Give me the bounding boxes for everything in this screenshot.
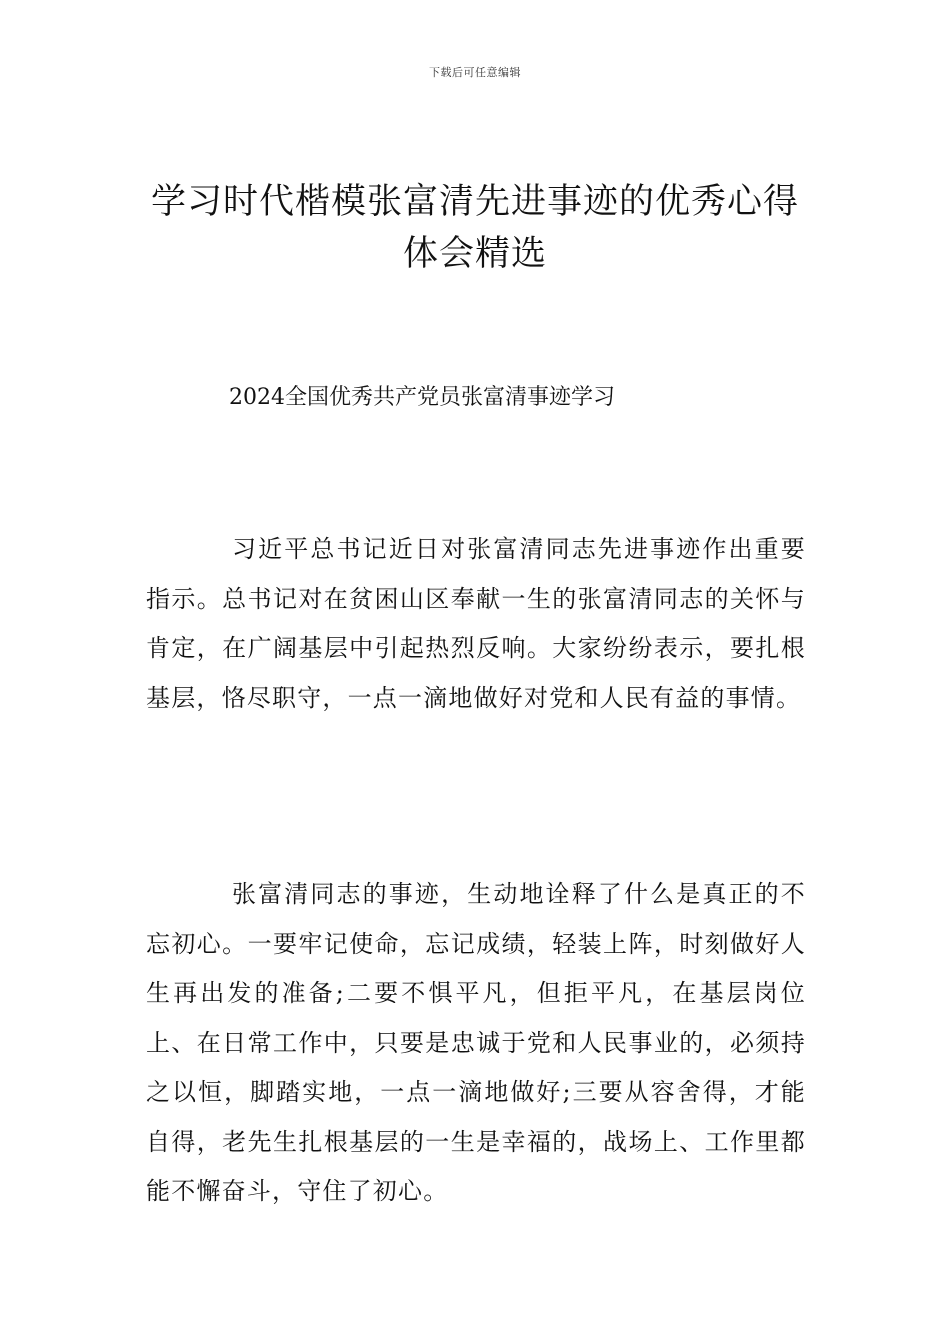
- document-subtitle: 2024全国优秀共产党员张富清事迹学习: [229, 385, 615, 410]
- header-note: 下载后可任意编辑: [429, 66, 521, 79]
- body-paragraph-1: 习近平总书记近日对张富清同志先进事迹作出重要指示。总书记对在贫困山区奉献一生的张富清同志的关怀与肯定，在广阔基层中引起热烈反响。大家纷纷表示，要扎根基层，恪尽职守，一点一滴地做好对党和人民有益的事情。: [146, 535, 806, 712]
- document-title: 学习时代楷模张富清先进事迹的优秀心得体会精选: [150, 182, 799, 274]
- body-paragraph-2: 张富清同志的事迹，生动地诠释了什么是真正的不忘初心。一要牢记使命，忘记成绩，轻装上阵，时刻做好人生再出发的准备;二要不惧平凡，但拒平凡，在基层岗位上、在日常工作中，只要是忠诚于党和人民事业的，必须持之以恒，脚踏实地，一点一滴地做好;三要从容舍得，才能自得，老先生扎根基层的一生是幸福的，战场上、工作里都能不懈奋斗，守住了初心。: [146, 880, 806, 1205]
